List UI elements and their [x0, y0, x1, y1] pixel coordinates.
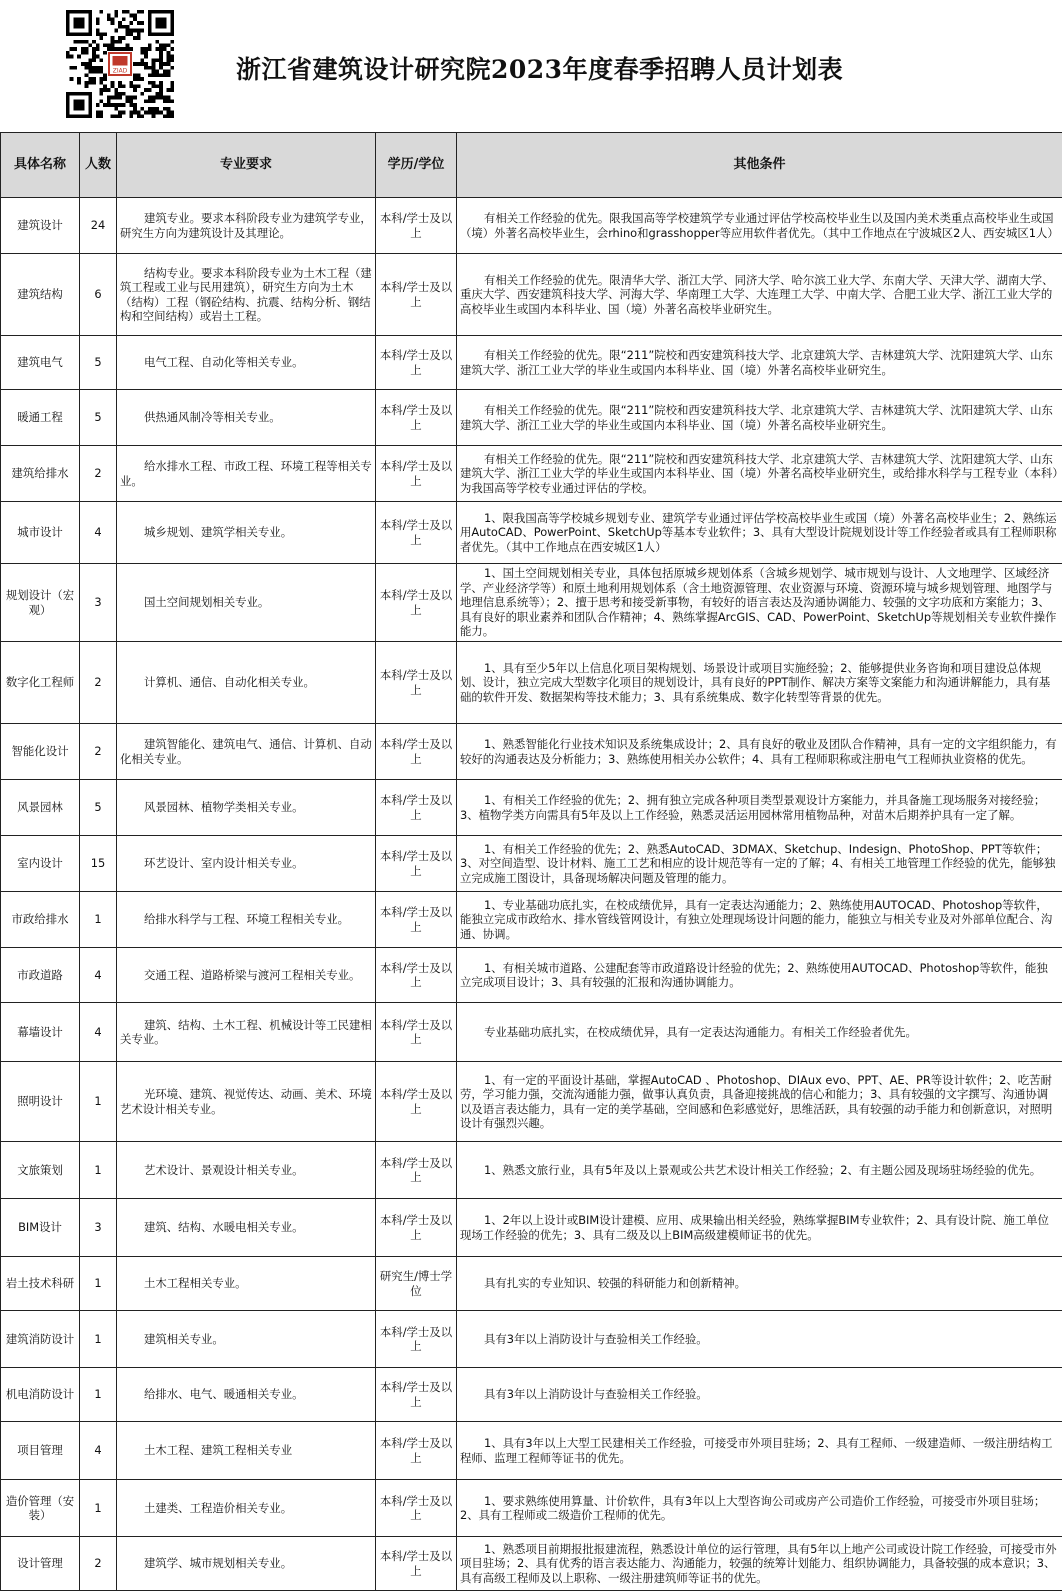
degree-requirement-text: 本科/学士及以上 [379, 1493, 453, 1522]
position-name-text: 风景园林 [17, 800, 63, 815]
degree-requirement-text: 本科/学士及以上 [379, 588, 453, 617]
other-conditions-text: 1、熟悉文旅行业，具有5年及以上景观或公共艺术设计相关工作经验；2、有主题公园及现场驻场经验的优先。 [484, 1162, 1042, 1177]
major-requirement-text: 国土空间规划相关专业。 [144, 595, 270, 610]
headcount [80, 1368, 117, 1422]
major-requirement [117, 564, 376, 642]
position-name-text: BIM设计 [18, 1220, 62, 1235]
degree-requirement [376, 780, 457, 836]
table-row [1, 336, 1062, 390]
degree-requirement-text: 本科/学士及以上 [379, 518, 453, 547]
degree-requirement [376, 254, 457, 336]
headcount [80, 1311, 117, 1368]
major-requirement [117, 198, 376, 254]
table-row [1, 724, 1062, 780]
degree-requirement [376, 1199, 457, 1257]
table-row [1, 1142, 1062, 1199]
degree-requirement-text: 本科/学士及以上 [379, 1436, 453, 1465]
other-conditions [457, 1422, 1062, 1480]
table-row [1, 1257, 1062, 1311]
headcount-text: 1 [94, 1387, 102, 1402]
major-requirement-text: 结构专业。要求本科阶段专业为土木工程（建筑工程或工业与民用建筑），研究生方向为土木（结构）工程（钢砼结构、抗震、结构分析、钢结构和空间结构）或岩土工程。 [120, 265, 372, 323]
table-row [1, 564, 1062, 642]
major-requirement [117, 502, 376, 564]
table-row [1, 892, 1062, 948]
major-requirement [117, 254, 376, 336]
other-conditions-text: 有相关工作经验的优先。限“211”院校和西安建筑科技大学、北京建筑大学、吉林建筑大学、沈阳建筑大学、山东建筑大学、浙江工业大学的毕业生或国内本科毕业、国（境）外著名高校毕业研究生。 [460, 348, 1053, 377]
degree-requirement [376, 836, 457, 892]
headcount-text: 4 [94, 1443, 102, 1458]
table-row [1, 1422, 1062, 1480]
table-body [1, 198, 1062, 1591]
major-requirement-text: 环艺设计、室内设计相关专业。 [144, 856, 304, 871]
degree-requirement [376, 1537, 457, 1591]
degree-requirement-text: 本科/学士及以上 [379, 1213, 453, 1242]
degree-requirement [376, 1311, 457, 1368]
degree-requirement-text: 本科/学士及以上 [379, 668, 453, 697]
position-name [1, 948, 80, 1003]
headcount-text: 5 [94, 410, 102, 425]
degree-requirement [376, 892, 457, 948]
other-conditions [457, 1257, 1062, 1311]
headcount-text: 1 [94, 1162, 102, 1177]
headcount-text: 1 [94, 912, 102, 927]
headcount-text: 3 [94, 1220, 102, 1235]
degree-requirement-text: 本科/学士及以上 [379, 793, 453, 822]
position-name [1, 1003, 80, 1062]
header-name: 具体名称 [1, 133, 80, 198]
headcount-text: 4 [94, 525, 102, 540]
other-conditions [457, 1142, 1062, 1199]
other-conditions-text: 1、限我国高等学校城乡规划专业、建筑学专业通过评估学校高校毕业生或国（境）外著名高校毕业生；2、熟练运用AutoCAD、PowerPoint、SketchUp等基本专业软件；3、具有大型设计院规划设计等工作经验者或具有工程师职称者优先。（其中工作地点在西安城区1人） [460, 510, 1057, 554]
position-name-text: 智能化设计 [11, 744, 69, 759]
position-name-text: 规划设计（宏观） [5, 588, 75, 617]
degree-requirement [376, 1368, 457, 1422]
position-name-text: 市政道路 [17, 967, 63, 982]
other-conditions-text: 具有3年以上消防设计与查验相关工作经验。 [484, 1331, 708, 1346]
position-name [1, 1368, 80, 1422]
major-requirement [117, 642, 376, 724]
table-row [1, 780, 1062, 836]
major-requirement-text: 土木工程、建筑工程相关专业 [144, 1443, 293, 1458]
major-requirement-text: 电气工程、自动化等相关专业。 [144, 355, 304, 370]
other-conditions [457, 642, 1062, 724]
table-row [1, 1311, 1062, 1368]
position-name-text: 机电消防设计 [5, 1387, 75, 1402]
degree-requirement-text: 本科/学士及以上 [379, 1155, 453, 1184]
other-conditions [457, 254, 1062, 336]
position-name [1, 1422, 80, 1480]
other-conditions-text: 1、具有3年以上大型工民建相关工作经验，可接受市外项目驻场；2、具有工程师、一级建造师、一级注册结构工程师、监理工程师等证书的优先。 [460, 1436, 1053, 1465]
other-conditions-text: 1、有一定的平面设计基础，掌握AutoCAD 、Photoshop、DIAux evo、PPT、AE、PR等设计软件；2、吃苦耐劳，学习能力强，交流沟通能力强，做事认真负责，具备迎接挑战的信心和能力；3、具有较强的文字撰写、沟通协调以及语言表达能力，具有一定的美学基础，空间感和色彩感觉好，思维活跃，具有较强的动手能力和创新意识，对照明设计有强烈兴趣。 [460, 1072, 1053, 1130]
position-name [1, 254, 80, 336]
other-conditions [457, 390, 1062, 446]
table-row [1, 836, 1062, 892]
other-conditions-text: 1、有相关工作经验的优先；2、熟悉AutoCAD、3DMAX、Sketchup、Indesign、PhotoShop、PPT等软件；3、对空间造型、设计材料、施工工艺和相应的设计规范等有一定的了解；4、有相关工地管理工作经验的优先，能够独立完成施工图设计，具备现场解决问题及管理的能力。 [460, 841, 1056, 885]
header-degree: 学历/学位 [376, 133, 457, 198]
major-requirement [117, 1537, 376, 1591]
degree-requirement [376, 948, 457, 1003]
other-conditions [457, 1311, 1062, 1368]
other-conditions-text: 有相关工作经验的优先。限“211”院校和西安建筑科技大学、北京建筑大学、吉林建筑大学、沈阳建筑大学、山东建筑大学、浙江工业大学的毕业生或国内本科毕业、国（境）外著名高校毕业研究生，或给排水科学与工程专业（本科）为我国高等学校专业通过评估的学校。 [460, 451, 1059, 495]
major-requirement [117, 1368, 376, 1422]
table-row [1, 390, 1062, 446]
major-requirement [117, 446, 376, 502]
headcount [80, 336, 117, 390]
major-requirement-text: 供热通风制冷等相关专业。 [144, 410, 281, 425]
headcount [80, 1142, 117, 1199]
degree-requirement [376, 564, 457, 642]
other-conditions [457, 724, 1062, 780]
header-major: 专业要求 [117, 133, 376, 198]
headcount [80, 1199, 117, 1257]
other-conditions-text: 有相关工作经验的优先。限“211”院校和西安建筑科技大学、北京建筑大学、吉林建筑大学、沈阳建筑大学、山东建筑大学、浙江工业大学的毕业生或国内本科毕业、国（境）外著名高校毕业研究生。 [460, 403, 1053, 432]
degree-requirement-text: 本科/学士及以上 [379, 211, 453, 240]
position-name-text: 幕墙设计 [17, 1024, 63, 1039]
table-row [1, 1537, 1062, 1591]
degree-requirement-text: 本科/学士及以上 [379, 348, 453, 377]
headcount-text: 1 [94, 1500, 102, 1515]
position-name [1, 642, 80, 724]
major-requirement-text: 建筑、结构、土木工程、机械设计等工民建相关专业。 [120, 1017, 372, 1046]
other-conditions [457, 1480, 1062, 1537]
table-header-row [1, 133, 1062, 198]
degree-requirement [376, 502, 457, 564]
position-name [1, 1537, 80, 1591]
table-row [1, 446, 1062, 502]
position-name [1, 390, 80, 446]
other-conditions-text: 有相关工作经验的优先。限我国高等学校建筑学专业通过评估学校高校毕业生以及国内美术类重点高校毕业生或国（境）外著名高校毕业生，会rhino和grasshopper等应用软件者优先。（其中工作地点在宁波城区2人、西安城区1人） [460, 211, 1059, 240]
degree-requirement [376, 336, 457, 390]
major-requirement-text: 给排水、电气、暖通相关专业。 [144, 1387, 304, 1402]
other-conditions [457, 780, 1062, 836]
other-conditions-text: 1、有相关城市道路、公建配套等市政道路设计经验的优先；2、熟练使用AUTOCAD、Photoshop等软件，能独立完成项目设计；3、具有较强的汇报和沟通协调能力。 [460, 960, 1048, 989]
position-name [1, 446, 80, 502]
headcount-text: 4 [94, 1024, 102, 1039]
other-conditions-text: 1、要求熟练使用算量、计价软件，具有3年以上大型咨询公司或房产公司造价工作经验，可接受市外项目驻场；2、具有工程师或二级造价工程师的优先。 [460, 1493, 1046, 1522]
other-conditions-text: 1、2年以上设计或BIM设计建模、应用、成果输出相关经验，熟练掌握BIM专业软件；2、具有设计院、施工单位现场工作经验的优先；3、具有二级及以上BIM高级建模师证书的优先。 [460, 1213, 1049, 1242]
major-requirement-text: 交通工程、道路桥梁与渡河工程相关专业。 [144, 967, 361, 982]
major-requirement-text: 建筑智能化、建筑电气、通信、计算机、自动化相关专业。 [120, 737, 372, 766]
table-row [1, 948, 1062, 1003]
table-row [1, 254, 1062, 336]
other-conditions [457, 892, 1062, 948]
position-name [1, 1062, 80, 1142]
other-conditions-text: 1、具有至少5年以上信息化项目架构规划、场景设计或项目实施经验；2、能够提供业务咨询和项目建设总体规划、设计，独立完成大型数字化项目的规划设计，具有良好的PPT制作、解决方案等文案能力和沟通讲解能力，具有基础的软件开发、数据架构等技术能力；3、具有系统集成、数字化转型等背景的优先。 [460, 660, 1051, 704]
headcount-text: 2 [94, 675, 102, 690]
headcount [80, 1480, 117, 1537]
header [0, 0, 1062, 132]
other-conditions [457, 564, 1062, 642]
degree-requirement [376, 642, 457, 724]
headcount [80, 390, 117, 446]
major-requirement-text: 风景园林、植物学类相关专业。 [144, 800, 304, 815]
headcount [80, 198, 117, 254]
recruitment-table [0, 132, 1062, 1591]
major-requirement [117, 892, 376, 948]
position-name-text: 建筑消防设计 [5, 1331, 75, 1346]
table-row [1, 1062, 1062, 1142]
headcount [80, 446, 117, 502]
degree-requirement-text: 本科/学士及以上 [379, 280, 453, 309]
position-name-text: 项目管理 [17, 1443, 63, 1458]
major-requirement [117, 948, 376, 1003]
major-requirement [117, 836, 376, 892]
other-conditions [457, 948, 1062, 1003]
major-requirement-text: 艺术设计、景观设计相关专业。 [144, 1162, 304, 1177]
position-name-text: 建筑电气 [17, 355, 63, 370]
position-name-text: 建筑结构 [17, 287, 63, 302]
position-name-text: 市政给排水 [11, 912, 69, 927]
major-requirement-text: 给水排水工程、市政工程、环境工程等相关专业。 [120, 459, 372, 488]
headcount-text: 1 [94, 1094, 102, 1109]
major-requirement-text: 建筑相关专业。 [144, 1331, 224, 1346]
degree-requirement-text: 本科/学士及以上 [379, 403, 453, 432]
degree-requirement-text: 本科/学士及以上 [379, 459, 453, 488]
qr-logo-text: ZIAD [112, 67, 128, 75]
other-conditions [457, 1062, 1062, 1142]
major-requirement-text: 建筑学、城市规划相关专业。 [144, 1556, 293, 1571]
other-conditions [457, 1199, 1062, 1257]
degree-requirement-text: 本科/学士及以上 [379, 1087, 453, 1116]
major-requirement [117, 1311, 376, 1368]
position-name [1, 336, 80, 390]
headcount [80, 948, 117, 1003]
table-row [1, 1480, 1062, 1537]
degree-requirement [376, 1257, 457, 1311]
position-name-text: 室内设计 [17, 856, 63, 871]
position-name-text: 建筑设计 [17, 218, 63, 233]
headcount-text: 3 [94, 595, 102, 610]
other-conditions [457, 198, 1062, 254]
other-conditions [457, 446, 1062, 502]
headcount [80, 892, 117, 948]
major-requirement [117, 1199, 376, 1257]
degree-requirement-text: 本科/学士及以上 [379, 905, 453, 934]
degree-requirement-text: 本科/学士及以上 [379, 960, 453, 989]
degree-requirement [376, 198, 457, 254]
degree-requirement-text: 本科/学士及以上 [379, 1324, 453, 1353]
table-row [1, 502, 1062, 564]
degree-requirement [376, 724, 457, 780]
degree-requirement [376, 446, 457, 502]
major-requirement [117, 1422, 376, 1480]
other-conditions-text: 1、有相关工作经验的优先；2、拥有独立完成各种项目类型景观设计方案能力，并具备施工现场服务对接经验；3、植物学类方向需具有5年及以上工作经验，熟悉灵活运用园林常用植物品种，对苗木后期养护具有一定了解。 [460, 793, 1046, 822]
position-name [1, 836, 80, 892]
position-name [1, 198, 80, 254]
major-requirement [117, 780, 376, 836]
other-conditions [457, 1537, 1062, 1591]
major-requirement [117, 1480, 376, 1537]
headcount [80, 254, 117, 336]
position-name [1, 1311, 80, 1368]
major-requirement [117, 1142, 376, 1199]
major-requirement [117, 1003, 376, 1062]
headcount-text: 1 [94, 1276, 102, 1291]
headcount-text: 2 [94, 466, 102, 481]
position-name [1, 1257, 80, 1311]
major-requirement [117, 1257, 376, 1311]
headcount-text: 5 [94, 800, 102, 815]
other-conditions-text: 1、专业基础功底扎实，在校成绩优异，具有一定表达沟通能力；2、熟练使用AUTOCAD、Photoshop等软件，能独立完成市政给水、排水管线管网设计，有独立处理现场设计问题的能力，能独立与相关专业及对外部单位配合、沟通、协调。 [460, 897, 1053, 941]
position-name-text: 照明设计 [17, 1094, 63, 1109]
headcount-text: 5 [94, 355, 102, 370]
headcount [80, 1003, 117, 1062]
headcount [80, 1257, 117, 1311]
headcount-text: 2 [94, 744, 102, 759]
degree-requirement-text: 本科/学士及以上 [379, 849, 453, 878]
degree-requirement [376, 1480, 457, 1537]
major-requirement-text: 建筑、结构、水暖电相关专业。 [144, 1220, 304, 1235]
position-name [1, 564, 80, 642]
position-name [1, 1142, 80, 1199]
headcount [80, 780, 117, 836]
position-name-text: 建筑给排水 [11, 466, 69, 481]
headcount [80, 1062, 117, 1142]
position-name-text: 岩土技术科研 [5, 1276, 75, 1291]
position-name [1, 724, 80, 780]
headcount-text: 24 [90, 218, 106, 233]
degree-requirement-text: 本科/学士及以上 [379, 1549, 453, 1578]
table-row [1, 198, 1062, 254]
headcount [80, 1422, 117, 1480]
major-requirement [117, 724, 376, 780]
degree-requirement-text: 本科/学士及以上 [379, 737, 453, 766]
other-conditions-text: 1、熟悉项目前期报批报建流程，熟悉设计单位的运行管理，具有5年以上地产公司或设计院工作经验，可接受市外项目驻场；2、具有优秀的语言表达能力、沟通能力，较强的统筹计划能力、组织协调能力，具备较强的成本意识；3、具有高级工程师及以上职称、一级注册建筑师等证书的优先。 [460, 1541, 1057, 1585]
page-title: 浙江省建筑设计研究院2023年度春季招聘人员计划表 [236, 55, 844, 84]
table-row [1, 1199, 1062, 1257]
degree-requirement-text: 研究生/博士学位 [379, 1269, 453, 1298]
headcount-text: 1 [94, 1331, 102, 1346]
headcount-text: 4 [94, 967, 102, 982]
position-name-text: 暖通工程 [17, 410, 63, 425]
headcount-text: 2 [94, 1556, 102, 1571]
degree-requirement [376, 390, 457, 446]
position-name [1, 1199, 80, 1257]
other-conditions-text: 1、熟悉智能化行业技术知识及系统集成设计；2、具有良好的敬业及团队合作精神，具有一定的文字组织能力，有较好的沟通表达及分析能力；3、熟练使用相关办公软件；4、具有工程师职称或注册电气工程师执业资格的优先。 [460, 737, 1057, 766]
other-conditions [457, 336, 1062, 390]
table-row [1, 1003, 1062, 1062]
position-name [1, 780, 80, 836]
headcount-text: 6 [94, 287, 102, 302]
headcount [80, 836, 117, 892]
major-requirement-text: 城乡规划、建筑学相关专业。 [144, 525, 293, 540]
position-name-text: 城市设计 [17, 525, 63, 540]
degree-requirement-text: 本科/学士及以上 [379, 1017, 453, 1046]
position-name-text: 数字化工程师 [5, 675, 75, 690]
major-requirement [117, 1062, 376, 1142]
major-requirement [117, 336, 376, 390]
major-requirement-text: 土建类、工程造价相关专业。 [144, 1500, 293, 1515]
major-requirement-text: 计算机、通信、自动化相关专业。 [144, 675, 315, 690]
header-other: 其他条件 [457, 133, 1062, 198]
headcount [80, 1537, 117, 1591]
other-conditions-text: 有相关工作经验的优先。限清华大学、浙江大学、同济大学、哈尔滨工业大学、东南大学、天津大学、湖南大学、重庆大学、西安建筑科技大学、河海大学、华南理工大学、大连理工大学、中南大学、合肥工业大学、浙江工业大学的高校毕业生或国内本科毕业、国（境）外著名高校毕业研究生。 [460, 272, 1054, 316]
headcount-text: 15 [90, 856, 106, 871]
degree-requirement [376, 1422, 457, 1480]
position-name-text: 设计管理 [17, 1556, 63, 1571]
other-conditions [457, 1368, 1062, 1422]
position-name [1, 1480, 80, 1537]
degree-requirement [376, 1003, 457, 1062]
qr-code-icon [66, 10, 174, 118]
major-requirement-text: 给排水科学与工程、环境工程相关专业。 [144, 912, 350, 927]
headcount [80, 502, 117, 564]
other-conditions [457, 502, 1062, 564]
degree-requirement [376, 1142, 457, 1199]
other-conditions-text: 具有3年以上消防设计与查验相关工作经验。 [484, 1387, 708, 1402]
other-conditions [457, 836, 1062, 892]
headcount [80, 642, 117, 724]
headcount [80, 724, 117, 780]
table-row [1, 1368, 1062, 1422]
major-requirement-text: 光环境、建筑、视觉传达、动画、美术、环境艺术设计相关专业。 [120, 1087, 372, 1116]
other-conditions-text: 1、国土空间规划相关专业，具体包括原城乡规划体系（含城乡规划学、城市规划与设计、人文地理学、区域经济学、产业经济学等）和原土地利用规划体系（含土地资源管理、农业资源与环境、资源环境与城乡规划管理、地图学与地理信息系统等）；2、擅于思考和接受新事物，有较好的语言表达及沟通协调能力、较强的文字功底和方案能力；3、具有良好的职业素养和团队合作精神；4、熟练掌握ArcGIS、CAD、PowerPoint、SketchUp等规划相关专业软件操作能力。 [460, 566, 1057, 639]
degree-requirement [376, 1062, 457, 1142]
position-name [1, 892, 80, 948]
position-name [1, 502, 80, 564]
position-name-text: 造价管理（安装） [5, 1493, 75, 1522]
other-conditions-text: 专业基础功底扎实，在校成绩优异，具有一定表达沟通能力。有相关工作经验者优先。 [484, 1024, 917, 1039]
major-requirement-text: 建筑专业。要求本科阶段专业为建筑学专业，研究生方向为建筑设计及其理论。 [120, 211, 372, 240]
table-row [1, 642, 1062, 724]
major-requirement-text: 土木工程相关专业。 [144, 1276, 247, 1291]
major-requirement [117, 390, 376, 446]
position-name-text: 文旅策划 [17, 1162, 63, 1177]
other-conditions [457, 1003, 1062, 1062]
other-conditions-text: 具有扎实的专业知识、较强的科研能力和创新精神。 [484, 1276, 746, 1291]
degree-requirement-text: 本科/学士及以上 [379, 1380, 453, 1409]
header-count: 人数 [80, 133, 117, 198]
headcount [80, 564, 117, 642]
